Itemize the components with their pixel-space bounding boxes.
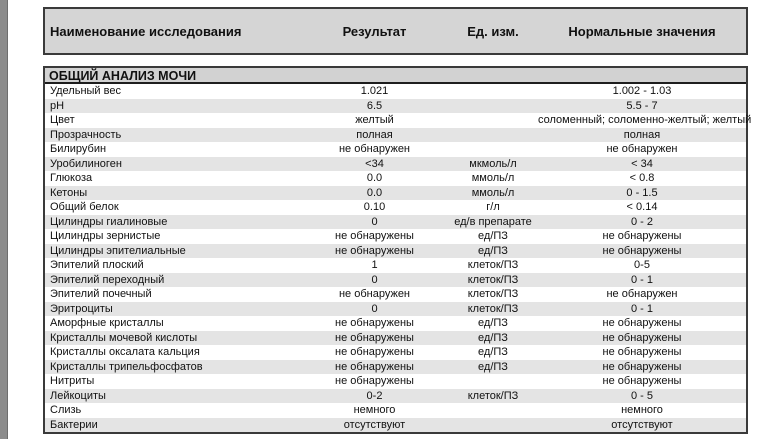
units-cell: мкмоль/л [469, 157, 517, 170]
result-cell: не обнаружены [335, 230, 414, 242]
normal-values-cell: 1.002 - 1.03 [612, 85, 672, 97]
units-cell: клеток/ПЗ [467, 259, 519, 271]
section-title: ОБЩИЙ АНАЛИЗ МОЧИ [45, 68, 746, 84]
test-name-cell: Цвет [50, 114, 75, 126]
test-name-cell: pH [50, 99, 65, 112]
table-row [45, 403, 746, 418]
table-row [45, 142, 746, 157]
result-cell: 0.0 [366, 172, 383, 184]
test-name-cell: Билирубин [50, 143, 107, 155]
normal-values-cell: не обнаружены [602, 331, 682, 344]
result-cell: не обнаружены [335, 317, 414, 329]
normal-values-cell: не обнаружен [606, 143, 678, 155]
result-cell: желтый [355, 114, 394, 126]
test-name-cell: Кристаллы мочевой кислоты [50, 331, 198, 344]
units-cell: ед/ПЗ [478, 331, 508, 344]
normal-values-cell: < 0.14 [626, 201, 658, 213]
table-row [45, 345, 746, 360]
table-row [45, 331, 746, 346]
normal-values-cell: немного [621, 404, 663, 416]
column-header-test-name: Наименование исследования [50, 23, 242, 39]
column-header-normal-values: Нормальные значения [568, 23, 716, 39]
test-name-cell: Аморфные кристаллы [50, 317, 164, 329]
units-cell [448, 403, 538, 418]
table-row [45, 418, 746, 433]
table-row [45, 200, 746, 215]
results-table [43, 66, 752, 434]
table-row [45, 360, 746, 375]
table-row [45, 374, 746, 389]
result-cell: не обнаружен [338, 288, 411, 300]
units-cell: ед/ПЗ [478, 346, 508, 358]
table-row [45, 171, 746, 186]
units-cell: клеток/ПЗ [467, 389, 519, 402]
normal-values-cell: < 34 [631, 157, 653, 170]
units-cell: клеток/ПЗ [467, 273, 519, 286]
test-name-cell: Прозрачность [50, 128, 122, 141]
units-cell [448, 128, 538, 143]
test-name-cell: Кетоны [50, 186, 88, 199]
test-name-cell: Цилиндры эпителиальные [50, 244, 186, 257]
units-cell: ед/ПЗ [478, 360, 508, 373]
normal-values-cell: не обнаружены [602, 230, 682, 242]
test-name-cell: Слизь [50, 404, 82, 416]
normal-values-cell: 0 - 5 [630, 389, 653, 402]
units-cell [448, 113, 538, 128]
normal-values-cell: полная [623, 128, 661, 141]
table-row [45, 186, 746, 201]
result-cell: отсутствуют [343, 418, 406, 431]
normal-values-cell: не обнаружены [602, 317, 682, 329]
normal-values-cell: не обнаружены [602, 244, 682, 257]
test-name-cell: Удельный вес [50, 85, 121, 97]
table-row [45, 389, 746, 404]
test-name-cell: Эпителий плоский [50, 259, 144, 271]
normal-values-cell: соломенный; соломенно-желтый; желтый [538, 114, 752, 126]
result-cell: не обнаружены [335, 244, 414, 257]
units-cell: клеток/ПЗ [467, 302, 519, 315]
table-row [45, 302, 746, 317]
normal-values-cell: 5.5 - 7 [626, 99, 658, 112]
table-row [45, 128, 746, 143]
result-cell: 6.5 [366, 99, 383, 112]
table-row [45, 316, 746, 331]
page-edge-strip [0, 0, 8, 439]
normal-values-cell: отсутствуют [611, 418, 673, 431]
test-name-cell: Лейкоциты [50, 389, 106, 402]
table-row [45, 229, 746, 244]
test-name-cell: Бактерии [50, 418, 98, 431]
result-cell: 0.10 [363, 201, 386, 213]
table-row [45, 99, 746, 114]
test-name-cell: Цилиндры зернистые [50, 230, 161, 242]
test-name-cell: Кристаллы оксалата кальция [50, 346, 200, 358]
units-cell [448, 84, 538, 99]
units-cell: ммоль/л [471, 172, 515, 184]
column-header-units: Ед. изм. [467, 23, 519, 39]
table-row [45, 113, 752, 128]
result-cell: 1.021 [360, 85, 389, 97]
normal-values-cell: не обнаружены [602, 346, 682, 358]
normal-values-cell: не обнаружены [602, 375, 682, 387]
normal-values-cell: 0 - 1 [630, 273, 653, 286]
units-cell: г/л [486, 201, 500, 213]
units-cell [448, 142, 538, 157]
normal-values-cell: не обнаружен [606, 288, 678, 300]
table-row [45, 84, 746, 99]
test-name-cell: Эритроциты [50, 302, 113, 315]
result-cell: 1 [371, 259, 378, 271]
table-body [45, 84, 752, 432]
normal-values-cell: 0-5 [634, 259, 650, 271]
test-name-cell: Глюкоза [50, 172, 93, 184]
units-cell [448, 99, 538, 114]
result-cell: полная [356, 128, 393, 141]
result-cell: 0-2 [366, 389, 383, 402]
result-cell: 0 [371, 302, 378, 315]
test-name-cell: Цилиндры гиалиновые [50, 215, 168, 228]
result-cell: <34 [365, 157, 384, 170]
test-name-cell: Общий белок [50, 201, 119, 213]
units-cell [448, 418, 538, 433]
units-cell: ммоль/л [471, 186, 515, 199]
test-name-cell: Эпителий переходный [50, 273, 165, 286]
result-cell: не обнаружены [335, 360, 414, 373]
column-header-result: Результат [342, 23, 407, 39]
result-cell: немного [353, 404, 396, 416]
result-cell: не обнаружены [335, 375, 414, 387]
normal-values-cell: < 0.8 [629, 172, 655, 184]
table-row [45, 157, 746, 172]
units-cell: клеток/ПЗ [467, 288, 519, 300]
result-cell: не обнаружен [338, 143, 411, 155]
test-name-cell: Уробилиноген [50, 157, 122, 170]
units-cell [448, 374, 538, 389]
test-name-cell: Кристаллы трипельфосфатов [50, 360, 203, 373]
table-row [45, 244, 746, 259]
normal-values-cell: не обнаружены [602, 360, 682, 373]
result-cell: 0 [371, 273, 378, 286]
normal-values-cell: 0 - 2 [630, 215, 653, 228]
normal-values-cell: 0 - 1.5 [626, 186, 658, 199]
units-cell: ед/ПЗ [478, 230, 508, 242]
normal-values-cell: 0 - 1 [630, 302, 653, 315]
units-cell: ед/в препарате [454, 215, 532, 228]
table-row [45, 215, 746, 230]
units-cell: ед/ПЗ [478, 317, 508, 329]
units-cell: ед/ПЗ [478, 244, 508, 257]
table-column-header [43, 7, 748, 55]
test-name-cell: Эпителий почечный [50, 288, 152, 300]
table-row [45, 273, 746, 288]
result-cell: не обнаружены [335, 346, 414, 358]
result-cell: 0 [371, 215, 378, 228]
test-name-cell: Нитриты [50, 375, 95, 387]
result-cell: не обнаружены [335, 331, 414, 344]
table-row [45, 258, 746, 273]
result-cell: 0.0 [366, 186, 383, 199]
table-row [45, 287, 746, 302]
